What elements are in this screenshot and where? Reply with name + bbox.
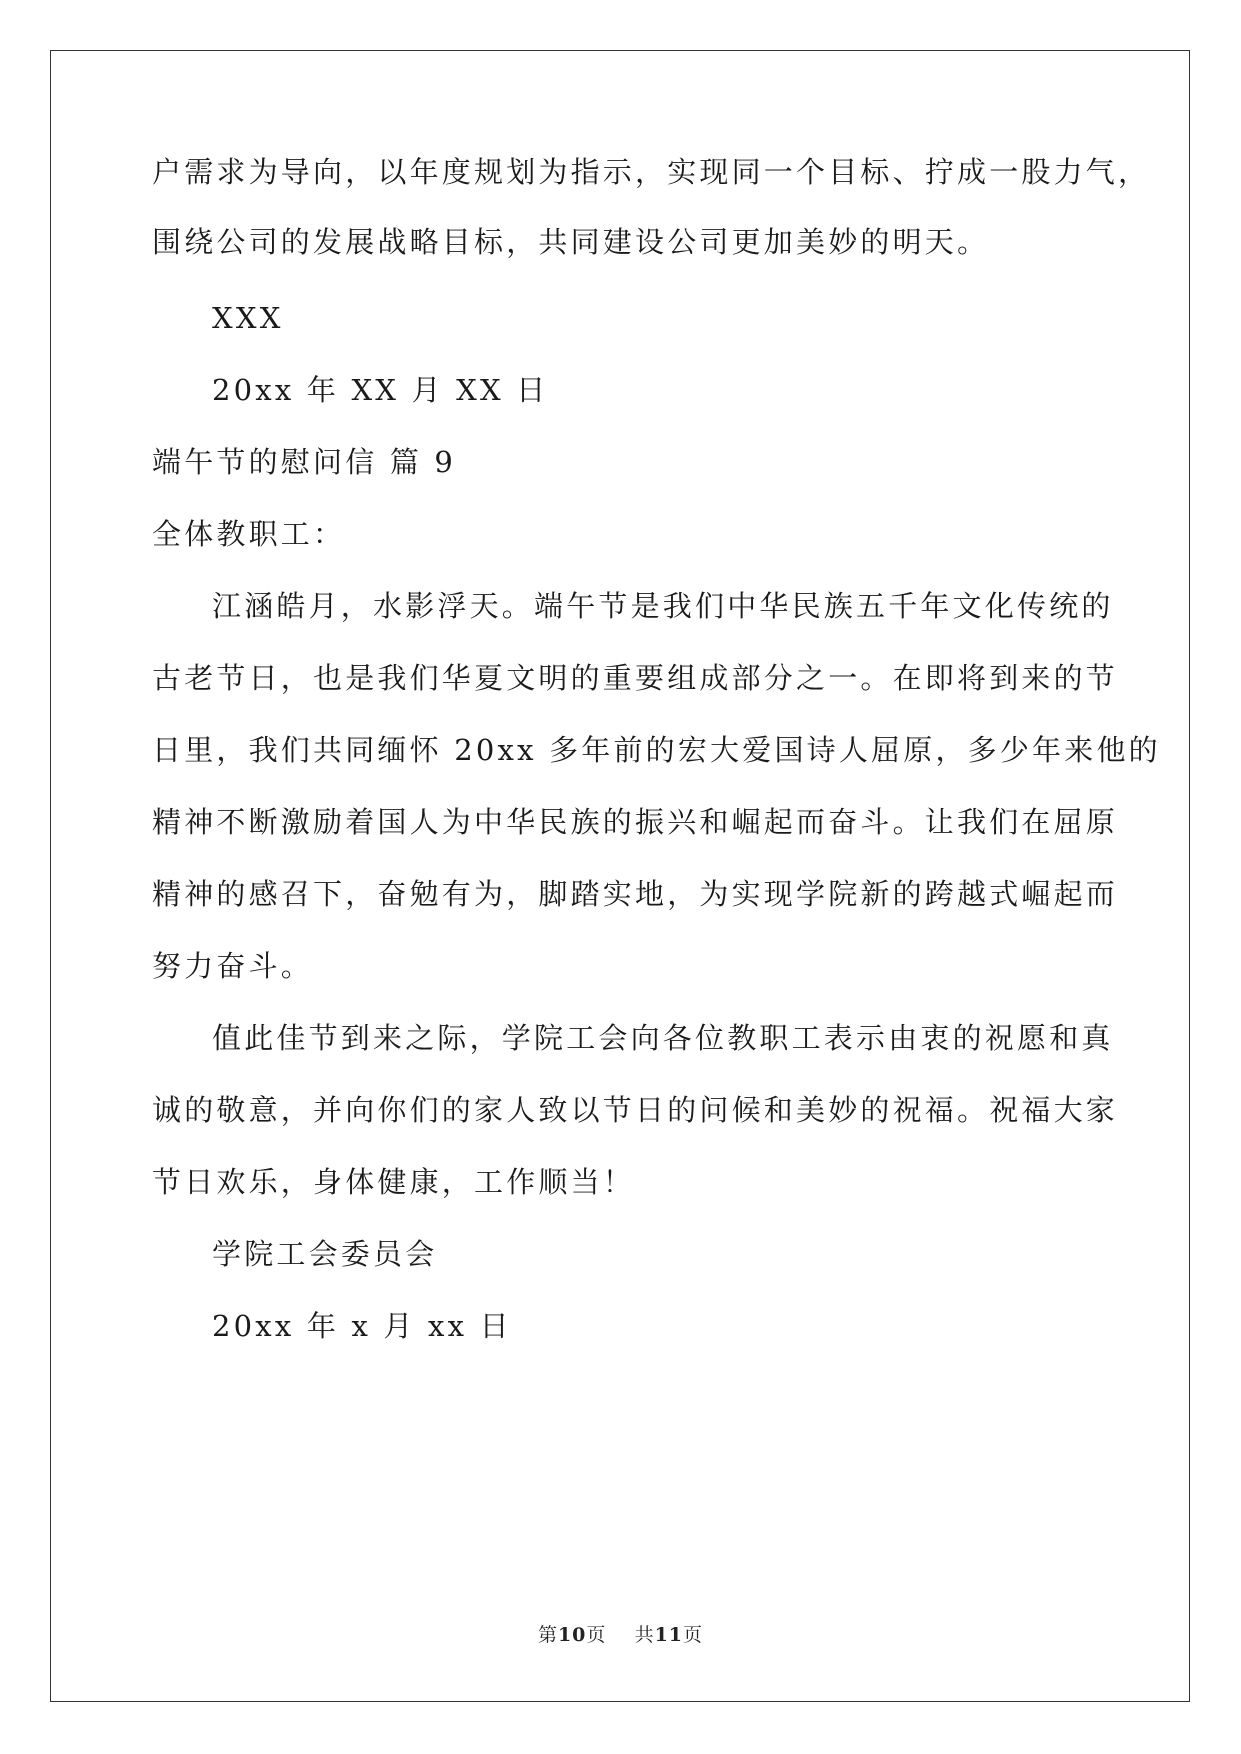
paragraph-1-line-5: 精神的感召下，奋勉有为，脚踏实地，为实现学院新的跨越式崛起而 — [152, 877, 1119, 911]
footer-suffix: 页 — [683, 1624, 704, 1646]
paragraph-2-line-1: 值此佳节到来之际，学院工会向各位教职工表示由衷的祝愿和真 — [212, 1021, 1114, 1055]
paragraph-2-line-3: 节日欢乐，身体健康，工作顺当！ — [152, 1165, 636, 1199]
footer-prefix: 第 — [537, 1624, 558, 1646]
paragraph-1-line-3: 日里，我们共同缅怀 20xx 多年前的宏大爱国诗人屈原，多少年来他的 — [152, 733, 1161, 767]
footer-total-pages: 11 — [654, 1624, 684, 1646]
salutation: 全体教职工： — [152, 517, 346, 551]
paragraph-1-line-1: 江涵皓月，水影浮天。端午节是我们中华民族五千年文化传统的 — [212, 589, 1114, 623]
paragraph-1-line-4: 精神不断激励着国人为中华民族的振兴和崛起而奋斗。让我们在屈原 — [152, 805, 1119, 839]
signature-name: XXX — [212, 301, 284, 335]
signature-date: 20xx 年 XX 月 XX 日 — [212, 373, 549, 407]
paragraph-1-line-2: 古老节日，也是我们华夏文明的重要组成部分之一。在即将到来的节 — [152, 661, 1119, 695]
footer-current-page: 10 — [557, 1624, 587, 1646]
page-footer — [0, 1620, 1241, 1647]
paragraph-2-line-2: 诚的敬意，并向你们的家人致以节日的问候和美妙的祝福。祝福大家 — [152, 1093, 1119, 1127]
body-line-2: 围绕公司的发展战略目标，共同建设公司更加美妙的明天。 — [152, 225, 990, 259]
body-line-1: 户需求为导向，以年度规划为指示，实现同一个目标、拧成一股力气， — [152, 155, 1151, 189]
paragraph-1-line-6: 努力奋斗。 — [152, 949, 314, 983]
section-heading: 端午节的慰问信 篇 9 — [152, 445, 457, 479]
signature-committee: 学院工会委员会 — [212, 1237, 438, 1271]
signature-date-2: 20xx 年 x 月 xx 日 — [212, 1309, 512, 1343]
footer-middle: 页 共 — [586, 1624, 655, 1646]
